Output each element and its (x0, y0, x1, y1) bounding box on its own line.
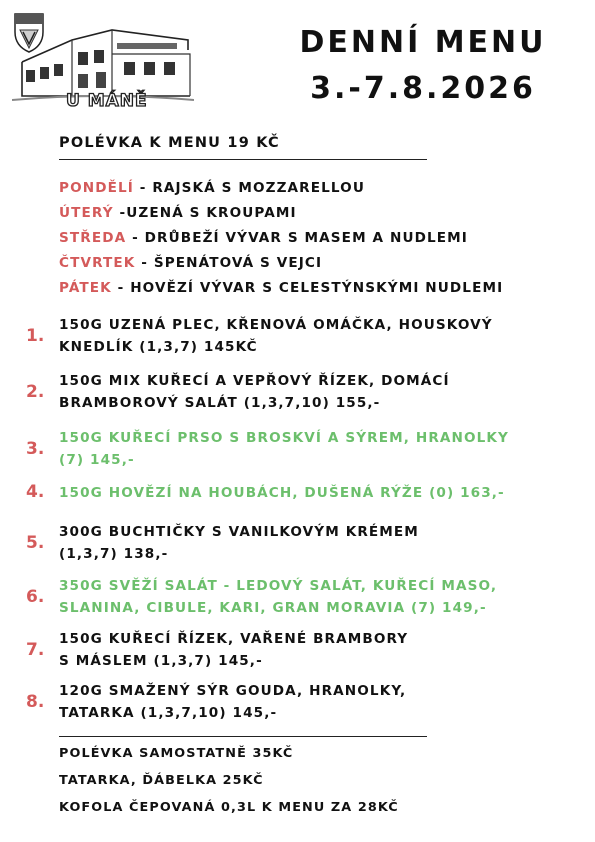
soup-days-list (59, 176, 503, 301)
item-line-1: 120G SMAŽENÝ SÝR GOUDA, HRANOLKY, (59, 683, 407, 699)
item-line-1: 150G KUŘECÍ ŘÍZEK, VAŘENÉ BRAMBORY (59, 631, 409, 647)
item-number: 3. (26, 439, 45, 459)
logo-text: U MÁNĚ (66, 91, 148, 108)
extra-item: TATARKA, ĎÁBELKA 25KČ (59, 773, 264, 788)
item-line-2: KNEDLÍK (1,3,7) 145KČ (59, 339, 258, 355)
day-separator: - (133, 180, 153, 196)
item-text (59, 370, 559, 414)
item-number: 1. (26, 326, 45, 346)
item-line-1: 300G BUCHTIČKY S VANILKOVÝM KRÉMEM (59, 524, 419, 540)
day-name: PÁTEK (59, 280, 112, 296)
day-name: ČTVRTEK (59, 255, 136, 271)
divider (59, 159, 427, 160)
soup-day-row (59, 226, 503, 251)
item-text (59, 575, 559, 619)
item-line-2: TATARKA (1,3,7,10) 145,- (59, 705, 278, 721)
item-line-1: 150G UZENÁ PLEC, KŘENOVÁ OMÁČKA, HOUSKOVÝ (59, 317, 493, 333)
item-number: 5. (26, 533, 45, 553)
item-line-1: 150G KUŘECÍ PRSO S BROSKVÍ A SÝREM, HRANOLKY (59, 430, 509, 446)
item-line-1: 350G SVĚŽÍ SALÁT - LEDOVÝ SALÁT, KUŘECÍ MASO, (59, 578, 498, 594)
divider (59, 736, 427, 737)
soup-day-row (59, 176, 503, 201)
item-line-2: S MÁSLEM (1,3,7) 145,- (59, 653, 263, 669)
menu-item (0, 482, 595, 521)
item-number: 6. (26, 587, 45, 607)
item-text (59, 482, 559, 504)
item-number: 7. (26, 640, 45, 660)
menu-item (0, 575, 595, 628)
day-separator: - (135, 255, 154, 271)
menu-item (0, 628, 595, 680)
item-line-2: BRAMBOROVÝ SALÁT (1,3,7,10) 155,- (59, 395, 381, 411)
building-sketch-icon (12, 10, 194, 108)
menu-item (0, 427, 595, 482)
day-separator: - (113, 205, 127, 221)
item-line-2: (7) 145,- (59, 452, 135, 468)
coat-of-arms-icon (15, 14, 43, 52)
menu-list (0, 314, 595, 732)
day-soup: ŠPENÁTOVÁ S VEJCI (153, 255, 323, 271)
day-separator: - (111, 280, 131, 296)
soup-day-row (59, 276, 503, 301)
item-number: 2. (26, 382, 45, 402)
day-name: PONDĚLÍ (59, 180, 134, 196)
restaurant-logo (12, 10, 194, 108)
item-text (59, 628, 559, 672)
menu-item (0, 370, 595, 427)
day-name: STŘEDA (59, 230, 127, 246)
page-title (293, 20, 553, 112)
title-line-1: DENNÍ MENU (299, 25, 547, 60)
day-soup: RAJSKÁ S MOZZARELLOU (152, 180, 365, 196)
item-number: 8. (26, 692, 45, 712)
extra-item: KOFOLA ČEPOVANÁ 0,3L K MENU ZA 28KČ (59, 800, 399, 815)
day-soup: DRŮBEŽÍ VÝVAR S MASEM A NUDLEMI (144, 230, 468, 246)
title-line-2: 3.-7.8.2026 (310, 71, 536, 106)
item-line-1: 150G HOVĚZÍ NA HOUBÁCH, DUŠENÁ RÝŽE (0) 163,- (59, 485, 505, 501)
extras-list (59, 740, 399, 821)
day-soup: HOVĚZÍ VÝVAR S CELESTÝNSKÝMI NUDLEMI (130, 280, 504, 296)
day-name: ÚTERÝ (59, 205, 114, 221)
day-soup: UZENÁ S KROUPAMI (126, 205, 297, 221)
item-line-2: (1,3,7) 138,- (59, 546, 169, 562)
extra-item: POLÉVKA SAMOSTATNĚ 35KČ (59, 746, 294, 761)
item-number: 4. (26, 482, 45, 502)
soup-day-row (59, 201, 503, 226)
item-line-2: SLANINA, CIBULE, KARI, GRAN MORAVIA (7) 149,- (59, 600, 487, 616)
menu-item (0, 521, 595, 575)
item-line-1: 150G MIX KUŘECÍ A VEPŘOVÝ ŘÍZEK, DOMÁCÍ (59, 373, 450, 389)
item-text (59, 521, 559, 565)
soup-heading: POLÉVKA K MENU 19 KČ (59, 135, 280, 151)
item-text (59, 314, 559, 358)
soup-day-row (59, 251, 503, 276)
menu-item (0, 314, 595, 370)
day-separator: - (126, 230, 145, 246)
item-text (59, 427, 559, 471)
item-text (59, 680, 559, 724)
menu-item (0, 680, 595, 732)
